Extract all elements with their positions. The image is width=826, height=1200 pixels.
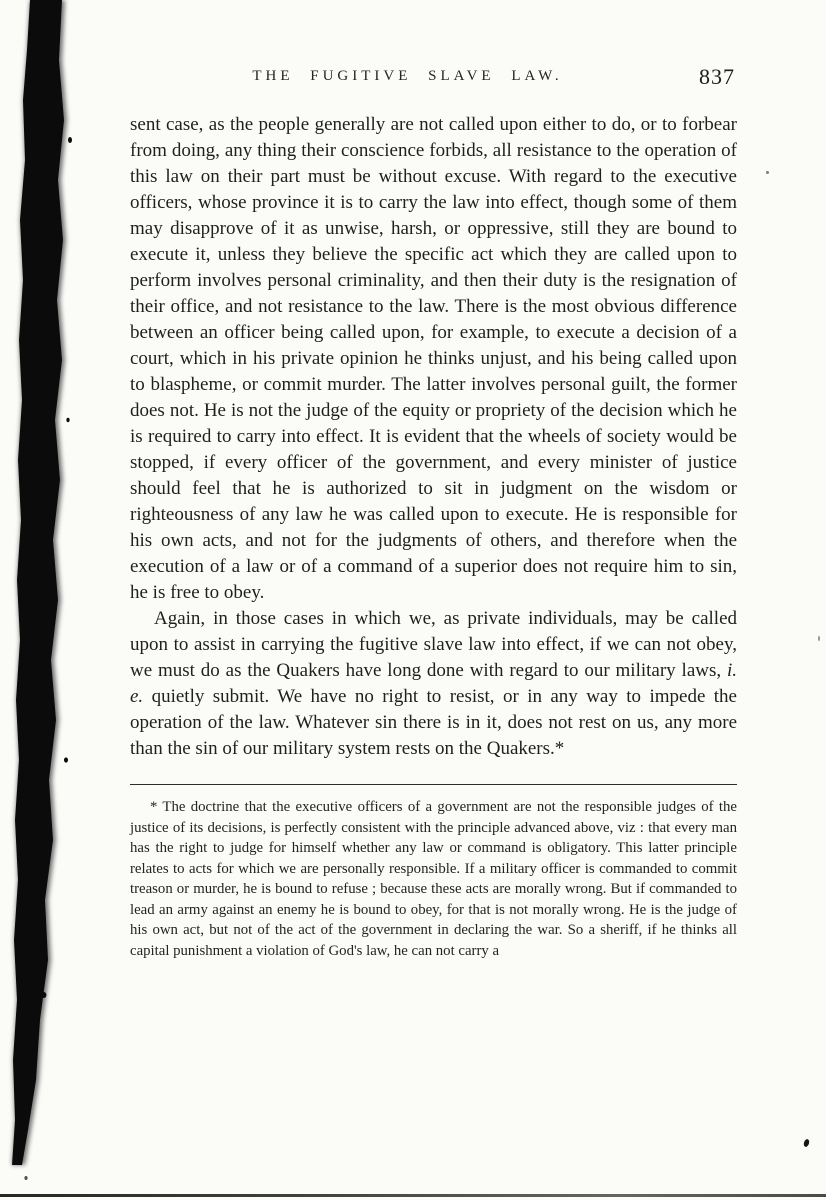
footnote-rule <box>130 784 737 785</box>
paragraph <box>130 606 737 762</box>
paragraph-continuation: sent case, as the people generally are not called upon either to do, or to forbear from doing, any thing their conscience forbids, all resistance to the operation of this law on their part must be without excuse. With regard to the executive officers, whose province it is to carry the law into effect, though some of them may disapprove of it as unwise, harsh, or oppressive, still they are bound to execute it, unless they believe the specific act which they are called upon to perform involves personal criminality, and then their duty is the resignation of their office, and not resistance to the law. There is the most obvious difference between an officer being called upon, for example, to execute a decision of a court, which in his private opinion he thinks unjust, and his being called upon to blaspheme, or commit murder. The latter involves personal guilt, the former does not. He is not the judge of the equity or propriety of the decision which he is required to carry into effect. It is evident that the wheels of society would be stopped, if every officer of the government, and every minister of justice should feel that he is authorized to sit in judgment on the wisdom or righteousness of any law he was called upon to execute. He is responsible for his own acts, and not for the judgments of others, and therefore when the execution of a law or of a command of a superior does not require him to sin, he is free to obey. <box>130 114 737 603</box>
scan-speck <box>803 1138 810 1147</box>
body-text <box>130 112 737 762</box>
page-bottom-edge <box>0 1194 826 1197</box>
footnote <box>130 797 737 961</box>
page-content <box>130 64 737 961</box>
page-number: 837 <box>699 64 735 89</box>
paragraph-text: quietly submit. We have no right to resist, or in any way to impede the operation of the law. Whatever sin there is in it, does not rest on us, any more than the sin of our military system rests on the Quakers.* <box>130 686 737 759</box>
page-header <box>130 64 737 92</box>
paragraph-text-italic: i. e. <box>130 660 737 707</box>
binding-shadow <box>0 0 100 1200</box>
footnote-marker: * <box>150 799 158 815</box>
scan-speck <box>818 636 820 641</box>
scan-speck <box>766 171 769 174</box>
paragraph-text: Again, in those cases in which we, as private individuals, may be called upon to assist in carrying the fugitive slave law into effect, if we can not obey, we must do as the Quakers have long done with regard to our military laws, <box>130 608 737 681</box>
running-title: THE FUGITIVE SLAVE LAW. <box>252 68 563 84</box>
footnote-text: The doctrine that the executive officers of a government are not the responsible judges of the justice of its decisions, is perfectly consistent with the principle advanced above, viz : that every man has the right to judge for himself whether any law or command is obligatory. This latter principle relates to acts for which we are personally responsible. If a military officer is commanded to commit treason or murder, he is bound to refuse ; because these acts are morally wrong. But if commanded to lead an army against an enemy he is bound to obey, for that is not morally wrong. He is the judge of his own act, but not of the act of the government in declaring the war. So a sheriff, if he thinks all capital punishment a violation of God's law, he can not carry a <box>130 799 737 959</box>
